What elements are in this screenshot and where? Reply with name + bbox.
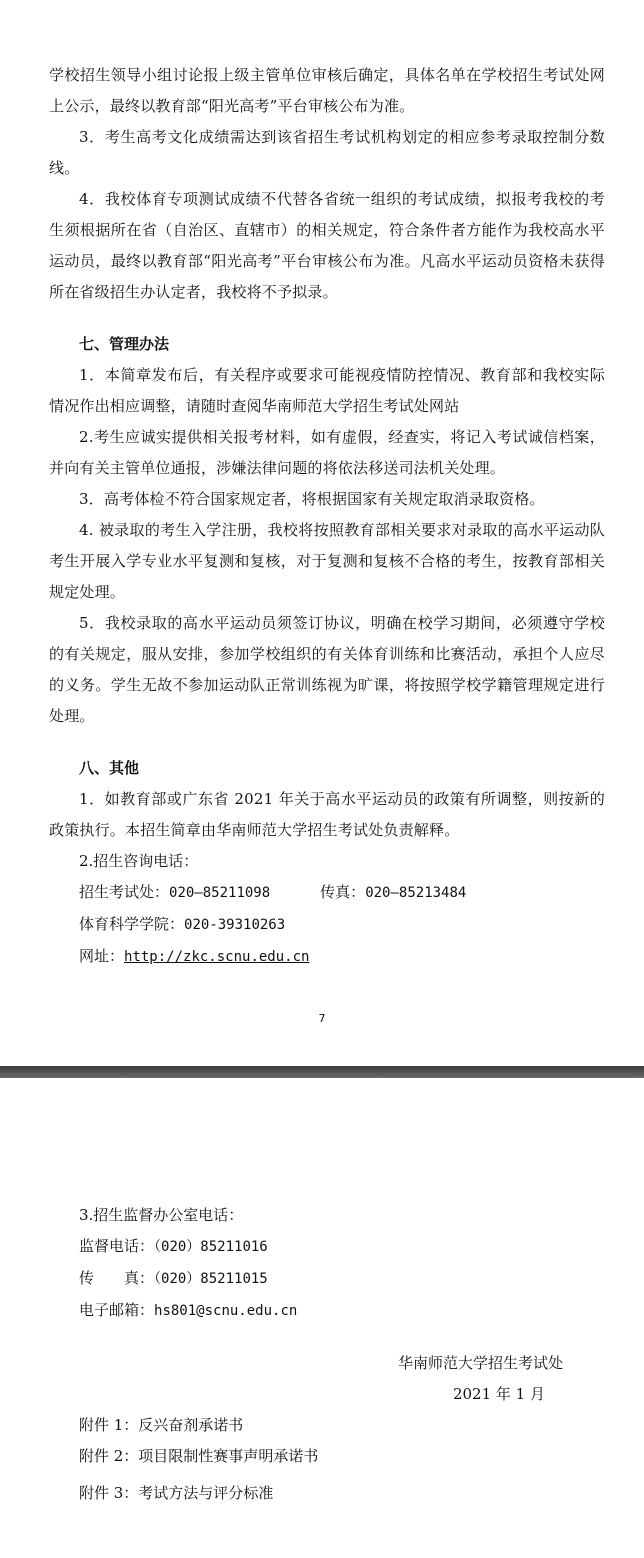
section-8-item-1: 1．如教育部或广东省 2021 年关于高水平运动员的政策有所调整，则按新的政策执行。本招生简章由华南师范大学招生考试处负责解释。 [49, 790, 605, 839]
supervise-fax-label: 传 真： [79, 1269, 155, 1287]
office-label: 招生考试处： [79, 883, 170, 901]
section-7-item-1: 1．本简章发布后，有关程序或要求可能视疫情防控情况、教育部和我校实际情况作出相应调整，请随时查阅华南师范大学招生考试处网站 [49, 366, 605, 415]
attachment-2: 附件 2：项目限制性赛事声明承诺书 [79, 1447, 319, 1465]
paragraph-requirement-4: 4．我校体育专项测试成绩不代替各省统一组织的考试成绩，拟报考我校的考生须根据所在省（自治区、直辖市）的相关规定，符合条件者方能作为我校高水平运动员，最终以教育部“阳光高考”平台审核公布为准。凡高水平运动员资格未获得所在省级招生办认定者，我校将不予拟录。 [49, 190, 605, 301]
fax-label: 传真： [320, 883, 366, 901]
supervise-fax: （020）85211015 [154, 1271, 268, 1287]
signature: 华南师范大学招生考试处 [397, 1354, 563, 1372]
email-label: 电子邮箱： [79, 1301, 155, 1319]
website-link[interactable]: http://zkc.scnu.edu.cn [124, 949, 310, 965]
section-7-item-3: 3．高考体检不符合国家规定者，将根据国家有关规定取消录取资格。 [79, 490, 545, 508]
section-7-item-5: 5．我校录取的高水平运动员须签订协议，明确在校学习期间，必须遵守学校的有关规定，服从安排，参加学校组织的有关体育训练和比赛活动，承担个人应尽的义务。学生无故不参加运动队正常训练视为旷课，将按照学校学籍管理规定进行处理。 [49, 614, 605, 725]
paragraph-requirement-3: 3．考生高考文化成绩需达到该省招生考试机构划定的相应参考录取控制分数线。 [49, 128, 605, 177]
section-7-item-4: 4. 被录取的考生入学注册，我校将按照教育部相关要求对录取的高水平运动队考生开展入学专业水平复测和复核，对于复测和复核不合格的考生，按教育部相关规定处理。 [49, 521, 605, 601]
supervise-phone: （020）85211016 [154, 1239, 268, 1255]
section-7-heading: 七、管理办法 [79, 335, 170, 353]
email-line [49, 1295, 605, 1327]
supervise-label: 监督电话： [79, 1237, 155, 1255]
supervise-fax-line [49, 1263, 605, 1295]
document-page-8 [0, 1106, 644, 1558]
attachment-3: 附件 3：考试方法与评分标准 [79, 1484, 274, 1502]
section-7-item-2: 2.考生应诚实提供相关报考材料，如有虚假，经查实，将记入考试诚信档案，并向有关主管单位通报，涉嫌法律问题的将依法移送司法机关处理。 [49, 428, 605, 477]
signature-date: 2021 年 1 月 [452, 1385, 545, 1403]
page-8-body [49, 1200, 605, 1509]
section-8-heading: 八、其他 [79, 759, 140, 777]
office-phone: 020—85211098 [169, 885, 271, 901]
pe-phone-line [49, 909, 605, 941]
attachment-1: 附件 1：反兴奋剂承诺书 [79, 1416, 244, 1434]
page-number: 7 [318, 1012, 326, 1025]
web-label: 网址： [79, 947, 125, 965]
page-7-body [49, 60, 605, 973]
supervise-heading: 3.招生监督办公室电话： [79, 1206, 244, 1224]
paragraph-continued: 学校招生领导小组讨论报上级主管单位审核后确定，具体名单在学校招生考试处网上公示，最终以教育部“阳光高考”平台审核公布为准。 [49, 66, 605, 115]
page-separator [0, 1066, 644, 1106]
email-address: hs801@scnu.edu.cn [154, 1303, 298, 1319]
fax-phone: 020—85213484 [365, 885, 467, 901]
website-line [49, 941, 605, 973]
pe-phone: 020-39310263 [184, 917, 286, 933]
pe-label: 体育科学学院： [79, 915, 185, 933]
supervise-phone-line [49, 1231, 605, 1263]
office-phone-line [49, 877, 605, 909]
page-separator-bar [0, 1066, 644, 1078]
contact-heading: 2.招生咨询电话： [79, 852, 199, 870]
